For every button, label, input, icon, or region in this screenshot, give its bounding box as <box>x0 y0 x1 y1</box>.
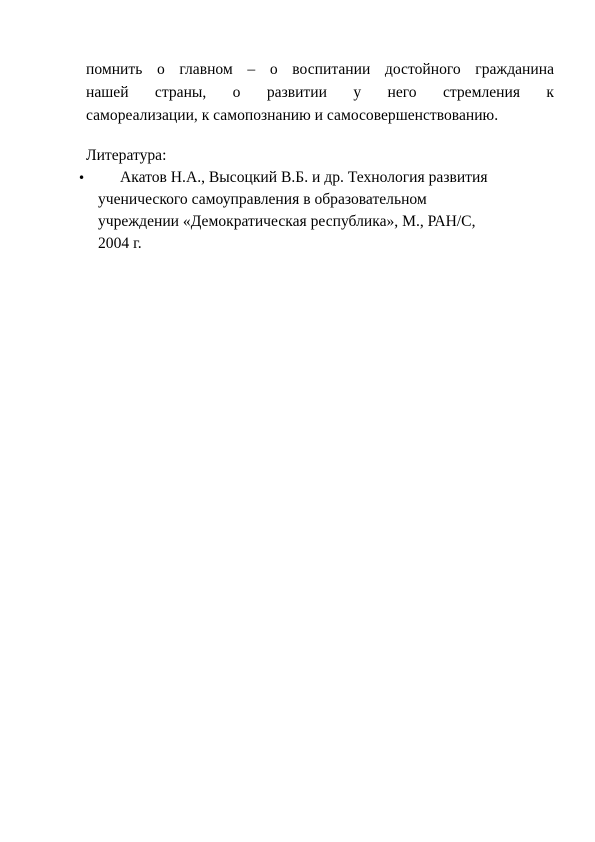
paragraph-line: самореализации, к самопознанию и самосовершенствованию. <box>86 107 499 124</box>
reference-item <box>78 167 548 255</box>
reference-line: 2004 г. <box>98 235 142 252</box>
bullet-icon: • <box>78 171 86 185</box>
literature-heading: Литература: <box>86 147 167 164</box>
paragraph-line: помнить о главном – о воспитании достойного гражданина <box>86 61 554 78</box>
reference-list <box>78 167 548 255</box>
body-paragraph <box>86 58 554 127</box>
paragraph-line: нашей страны, о развитии у него стремления к <box>86 84 554 101</box>
reference-line: Акатов Н.А., Высоцкий В.Б. и др. Технология развития <box>120 169 488 186</box>
reference-line: ученического самоуправления в образовательном <box>98 191 427 208</box>
reference-text <box>98 167 548 255</box>
reference-line: учреждении «Демократическая республика», М., РАН/С, <box>98 213 476 230</box>
